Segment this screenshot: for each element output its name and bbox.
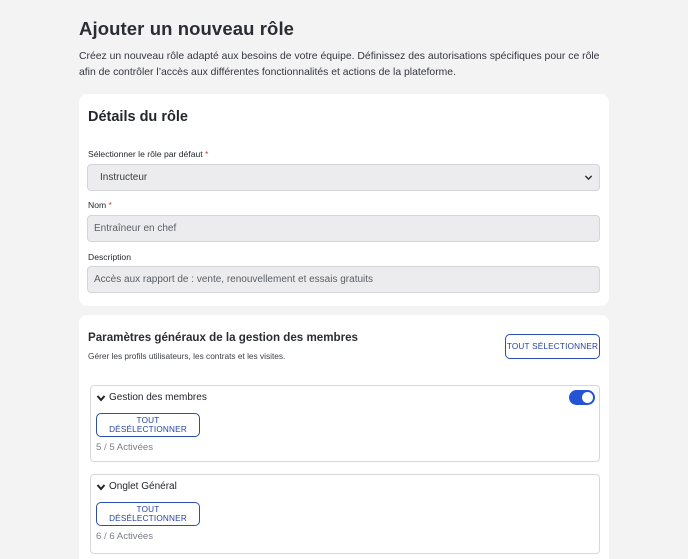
name-value: Entraîneur en chef [94, 223, 177, 234]
chevron-down-icon [584, 173, 593, 182]
members-section-subtitle: Gérer les profils utilisateurs, les contrats et les visites. [88, 351, 286, 361]
description-input[interactable] [87, 266, 600, 293]
group-toggle[interactable] [569, 390, 595, 405]
members-settings-card [79, 315, 609, 559]
default-role-value: Instructeur [100, 172, 148, 183]
required-marker: * [205, 149, 209, 159]
page-title: Ajouter un nouveau rôle [79, 18, 295, 39]
page-description: Créez un nouveau rôle adapté aux besoins de votre équipe. Définissez des autorisations spécifiques pour ce rôle afin de contrôler l’accès aux différentes fonctionnalités et actions de la plateforme. [79, 51, 600, 78]
group-title: Onglet Général [109, 481, 177, 492]
chevron-down-icon [96, 393, 106, 403]
description-value: Accès aux rapport de : vente, renouvellement et essais gratuits [94, 274, 374, 285]
toggle-knob [582, 392, 593, 403]
role-details-card [79, 94, 609, 306]
chevron-down-icon [96, 482, 106, 492]
role-details-title: Détails du rôle [88, 109, 188, 125]
select-all-button[interactable]: TOUT SÉLECTIONNER [505, 334, 600, 359]
required-marker: * [108, 200, 112, 210]
default-role-select[interactable] [87, 164, 600, 191]
enabled-count: 5 / 5 Activées [96, 442, 154, 453]
name-input[interactable] [87, 215, 600, 242]
default-role-label: Sélectionner le rôle par défaut * [88, 149, 209, 159]
permission-group-general-tab [90, 474, 600, 554]
deselect-all-button[interactable]: TOUT DÉSÉLECTIONNER [96, 502, 200, 526]
group-header[interactable] [96, 481, 177, 492]
group-title: Gestion des membres [109, 392, 207, 403]
permission-group-member-management [90, 385, 600, 462]
enabled-count: 6 / 6 Activées [96, 531, 154, 542]
deselect-all-button[interactable]: TOUT DÉSÉLECTIONNER [96, 413, 200, 437]
name-label: Nom * [88, 200, 112, 210]
description-label: Description [88, 252, 131, 262]
members-section-title: Paramètres généraux de la gestion des membres [88, 331, 358, 344]
group-header[interactable] [96, 392, 207, 403]
